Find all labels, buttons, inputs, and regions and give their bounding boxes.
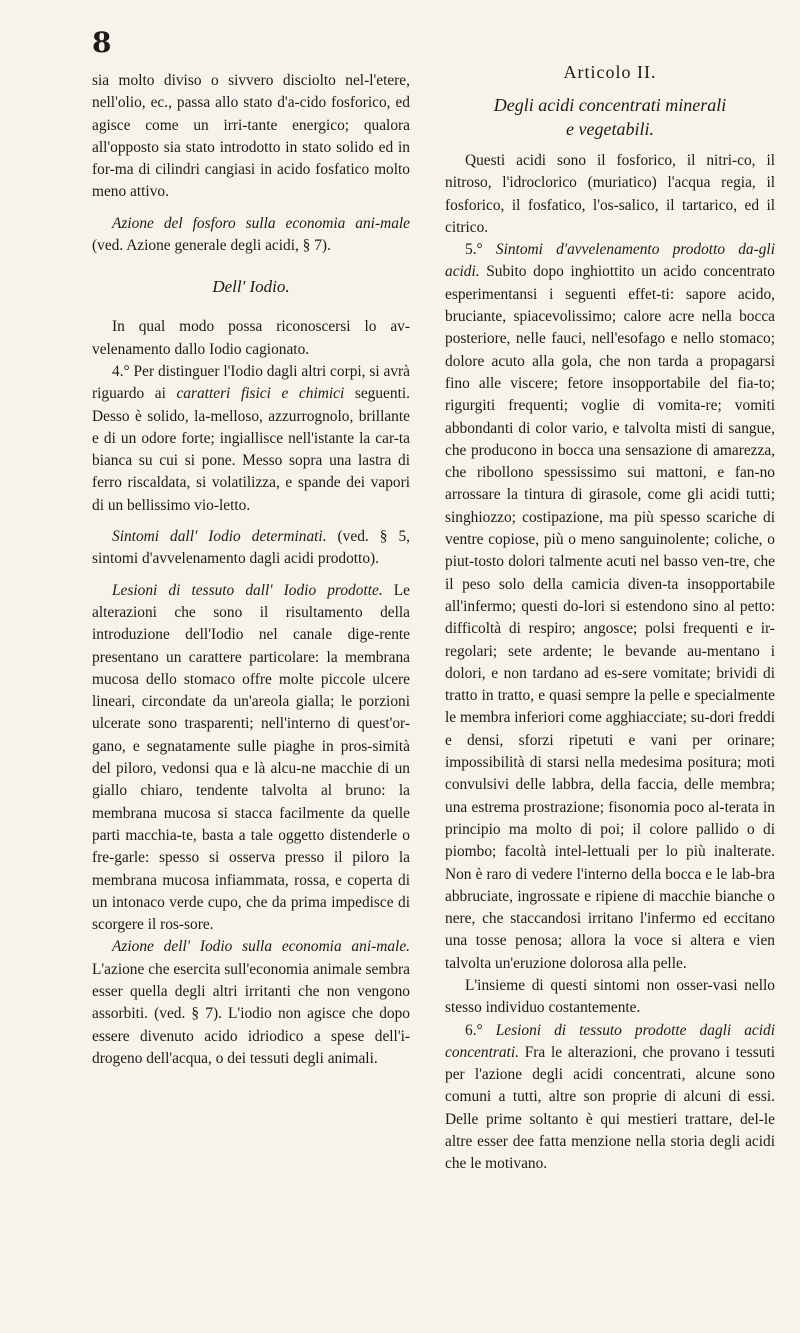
paragraph-symptoms-note: L'insieme di questi sintomi non osser-vasi nello stesso individuo costantemente. xyxy=(445,976,775,1017)
section-heading-iodio: Dell' Iodio. xyxy=(212,277,290,297)
paragraph-heading: Lesioni di tessuto prodotte dagli acidi concentrati. xyxy=(445,1021,776,1061)
paragraph-phosphorus-action: Azione del fosforo sulla economia ani-male (ved. Azione generale degli acidi, § 7). xyxy=(92,214,410,255)
paragraph-heading: Sintomi dall' Iodio determinati. xyxy=(112,528,327,546)
paragraph-phosphorus-end: sia molto diviso o sivvero disciolto nel-l'etere, nell'olio, ec., passa allo stato d'a-cido fosforico, ed agisce come un irri-tante energico; qualora all'opposto sia stato introdotto in stato solido ed in for-ma di cilindri cangiasi in acido fosfatico molto meno attivo. xyxy=(92,72,410,201)
paragraph-acid-lesions: 6.° Lesioni di tessuto prodotte dagli acidi concentrati. Fra le alterazioni, che provano i tessuti per l'azione degli acidi concentrati, alcune sono comuni a tutti, altre son proprie di alcuni di essi. Delle prime soltanto è qui mestieri trattare, del-le altre esser dee fatta menzione nella storia degli acidi che le motivano. xyxy=(445,1021,776,1173)
page-number: 8 xyxy=(92,26,112,59)
paragraph-heading: Sintomi d'avvelenamento prodotto da-gli acidi. xyxy=(445,241,775,281)
paragraph-acids-list: Questi acidi sono il fosforico, il nitri-co, il nitroso, l'idroclorico (muriatico) l'acqua regia, il fosforico, il fosfatico, l'os-salico, il tartarico, ed il citrico. xyxy=(445,152,775,236)
paragraph-heading: Azione del fosforo sulla economia ani-male xyxy=(112,214,410,232)
article-heading: Articolo II. xyxy=(563,62,657,82)
paragraph-iodio-symptoms: Sintomi dall' Iodio determinati. (ved. § 5, sintomi d'avvelenamento dagli acidi prodotto). xyxy=(92,528,410,568)
paragraph-iodio-characters: 4.° Per distinguer l'Iodio dagli altri corpi, si avrà riguardo ai caratteri fisici e chimici seguenti. Desso è solido, la-melloso, azzurrognolo, brillante e di un odore forte; ingiallisce nell'istante la car-ta bianca su cui si pone. Messo sopra una lastra di ferro riscaldata, si volatilizza, e spande dei vapori di un bellissimo vio-letto. xyxy=(92,362,410,514)
article-title-line-2: e vegetabili. xyxy=(566,119,654,139)
right-column xyxy=(445,60,775,1176)
paragraph-iodio-lesions: Lesioni di tessuto dall' Iodio prodotte. Le alterazioni che sono il risultamento della introduzione dell'Iodio nel canale dige-rente presentano un carattere particolare: la membrana mucosa dello stomaco offre molte piccole ulcere lineari, circondate da un'areola gialla; le porzioni ulcerate sono trasparenti; nell'interno di quest'or-gano, e segnatamente sulle piaghe in pros-simità del piloro, vedonsi qua e là alcu-ne macchie di un giallo chiaro, tendente talvolta al bruno: la membrana mucosa si stacca facilmente da quelle parti macchia-te, basta a tale oggetto distenderle o fre-garle: spesso si osserva presso il piloro la membrana mucosa infiammata, rossa, e coperta di un intonaco verde cupo, che da prima impedisce di scorgere il ros-sore. xyxy=(92,581,410,934)
paragraph-acid-symptoms: 5.° Sintomi d'avvelenamento prodotto da-gli acidi. Subito dopo inghiottito un acido concentrato esperimentansi i seguenti effet-ti: sapore acido, bruciante, spiacevolissimo; calore acre nella bocca posteriore, nelle fauci, nell'esofago e nello stomaco; dolore acuto alla gola, che non tarda a propagarsi fino alle viscere; fetore insopportabile del fia-to; rigurgiti frequenti; voglie di vomita-re; vomiti abbondanti di color vario, e talvolta misti di sangue, che producono in bocca una sensazione di amarezza, che ribollono spessissimo sui mattoni, e fan-no arrossare la tintura di girasole, come gli acidi tutti; singhiozzo; costipazione, ma più spesso scariche di ventre copiose, più o meno sanguinolente; coliche, o piut-tosto dolori talmente acuti nel basso ven-tre, che il peso solo della camicia diven-ta insopportabile all'infermo; questi do-lori si estendono sino al petto: difficoltà di respiro; angosce; polsi frequenti e ir-regolari; sete ardente; le bevande au-mentano i dolori, e non tardano ad es-sere vomitate; brividi di tratto in tratto, e quasi sempre la pelle e specialmente le membra inferiori come agghiacciate; su-dori freddi e densi, sforzi ripetuti e vani per orinare; impossibilità di starsi nella medesima positura; moti convulsivi delle labbra, della faccia, delle membra; una estrema prostrazione; fisonomia poco al-terata in principio ma molto di poi; il colore pallido o di piombo; facoltà intel-lettuali per lo più inalterate. Non è raro di vedere l'interno della bocca e le lab-bra abbruciate, ingrossate e ripiene di macchie bianche o nere, che staccandosi irritano l'infermo ed eccitano una tosse penosa; allora la voce si altera e vien talvolta un'eruzione dolorosa alla pelle. xyxy=(445,241,775,972)
article-title-line-1: Degli acidi concentrati minerali xyxy=(493,95,727,115)
paragraph-iodio-action: Azione dell' Iodio sulla economia ani-male. L'azione che esercita sull'economia animale sembra esser quella degli altri irritanti che non vengono assorbiti. (ved. § 7). L'iodio non agisce che dopo essere divenuto acido idriodico a spese dell'i-drogeno dell'acqua, o dei tessuti degli animali. xyxy=(92,938,410,1067)
left-column xyxy=(92,70,410,1070)
paragraph-heading: Lesioni di tessuto dall' Iodio prodotte. xyxy=(112,581,383,599)
paragraph-heading: Azione dell' Iodio sulla economia ani-male. xyxy=(112,938,410,956)
paragraph-iodio-intro: In qual modo possa riconoscersi lo av-velenamento dallo Iodio cagionato. xyxy=(92,318,410,358)
